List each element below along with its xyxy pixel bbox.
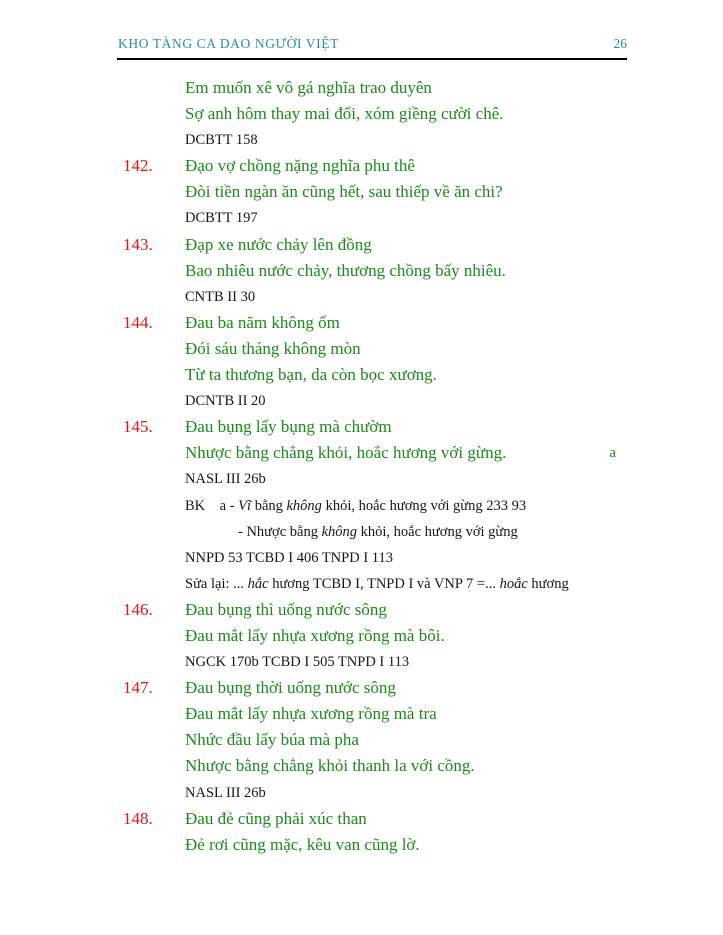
entry-143 (118, 232, 627, 310)
verse-line (118, 440, 627, 466)
text-segment: Nhược bằng chẳng khỏi thanh la với cồng. (185, 756, 475, 776)
page-header (118, 36, 627, 52)
text-segment: Đạp xe nước chảy lên đồng (185, 234, 372, 254)
verse-line (118, 232, 627, 258)
entry-148 (118, 806, 627, 858)
source-line (118, 780, 627, 806)
verse-line (118, 701, 627, 727)
entries-list (118, 75, 627, 858)
verse-line (118, 362, 627, 388)
text-segment: Vĩ (238, 497, 252, 514)
verse-line (118, 336, 627, 362)
entry-number: 142. (123, 156, 153, 176)
verse-line (118, 310, 627, 336)
text-segment: Bao nhiêu nước chảy, thương chồng bấy nhiêu. (185, 260, 506, 280)
text-segment: Đẻ rơi cũng mặc, kêu van cũng lờ. (185, 834, 420, 854)
source-line (118, 466, 627, 492)
text-segment: Đau bụng lấy bụng mà chườm (185, 417, 392, 437)
variant-marker: a (609, 445, 616, 462)
entry-number: 144. (123, 312, 153, 332)
verse-line (118, 806, 627, 832)
text-segment: Đau bụng thì uống nước sông (185, 599, 387, 619)
text-segment: không (286, 497, 322, 514)
entry-continuation (118, 75, 627, 153)
verse-line (118, 179, 627, 205)
verse-line (118, 101, 627, 127)
text-segment: khỏi, hoắc hương với gừng (357, 523, 518, 540)
source-line (118, 284, 627, 310)
text-segment: Đói sáu tháng không mòn (185, 338, 361, 358)
text-segment: Nhược bằng chẳng khỏi, hoắc hương với gừng. (185, 443, 507, 463)
verse-line (118, 832, 627, 858)
text-segment: BK a - (185, 497, 239, 514)
text-segment: DCNTB II 20 (185, 393, 266, 410)
text-segment: Sợ anh hôm thay mai đổi, xóm giềng cười chê. (185, 104, 504, 124)
text-segment: NNPD 53 TCBD I 406 TNPD I 113 (185, 549, 393, 566)
entry-number: 146. (123, 599, 153, 619)
text-segment: hương TCBD I, TNPD I và VNP 7 =... (268, 575, 500, 592)
source-line (118, 388, 627, 414)
verse-line (118, 258, 627, 284)
entry-142 (118, 153, 627, 231)
text-segment: Đạo vợ chồng nặng nghĩa phu thê (185, 156, 415, 176)
source-line (118, 545, 627, 571)
text-segment: CNTB II 30 (185, 288, 256, 305)
text-segment: NGCK 170b TCBD I 505 TNPD I 113 (185, 654, 410, 671)
text-segment: Nhức đầu lấy búa mà pha (185, 730, 359, 750)
text-segment: Đau mắt lấy nhựa xương rồng mà bôi. (185, 625, 445, 645)
entry-number: 147. (123, 678, 153, 698)
entry-number: 145. (123, 417, 153, 437)
text-segment: hương (527, 575, 569, 592)
text-segment: hoắc (499, 575, 528, 592)
entry-147 (118, 675, 627, 805)
text-segment: bằng (251, 497, 287, 514)
text-segment: - Nhược bằng (238, 523, 322, 540)
source-line (118, 205, 627, 231)
source-line (118, 649, 627, 675)
running-title: KHO TÀNG CA DAO NGƯỜI VIỆT (118, 36, 339, 51)
verse-line (118, 597, 627, 623)
text-segment: NASL III 26b (185, 471, 266, 488)
text-segment: Đòi tiền ngàn ăn cũng hết, sau thiếp về ăn chi? (185, 182, 503, 202)
text-segment: Đau ba năm không ốm (185, 312, 340, 332)
verse-line (118, 414, 627, 440)
note-line (118, 571, 627, 597)
header-rule (117, 58, 627, 60)
verse-line (118, 675, 627, 701)
text-segment: NASL III 26b (185, 784, 266, 801)
text-segment: không (321, 523, 358, 540)
verse-line (118, 727, 627, 753)
page-number: 26 (613, 36, 627, 51)
text-segment: DCBTT 197 (185, 210, 258, 227)
text-segment: Đau mắt lấy nhựa xương rồng mà tra (185, 704, 437, 724)
note-indent-line (118, 519, 627, 545)
entry-number: 148. (123, 808, 153, 828)
text-segment: Đau đẻ cũng phải xúc than (185, 808, 367, 828)
entry-number: 143. (123, 234, 153, 254)
text-segment: Sửa lại: ... (185, 575, 248, 592)
entry-144 (118, 310, 627, 414)
text-segment: Em muốn xê vô gá nghĩa trao duyên (185, 78, 432, 97)
verse-line (118, 623, 627, 649)
verse-line (118, 153, 627, 179)
text-segment: khỏi, hoắc hương với gừng 233 93 (321, 497, 527, 514)
verse-line (118, 753, 627, 779)
entry-146 (118, 597, 627, 675)
note-line (118, 493, 627, 519)
text-segment: DCBTT 158 (185, 132, 258, 149)
entry-145 (118, 414, 627, 597)
verse-line (118, 75, 627, 101)
source-line (118, 127, 627, 153)
text-segment: Từ ta thương bạn, da còn bọc xương. (185, 365, 437, 385)
text-segment: hắc (247, 575, 269, 592)
text-segment: Đau bụng thời uống nước sông (185, 678, 396, 698)
